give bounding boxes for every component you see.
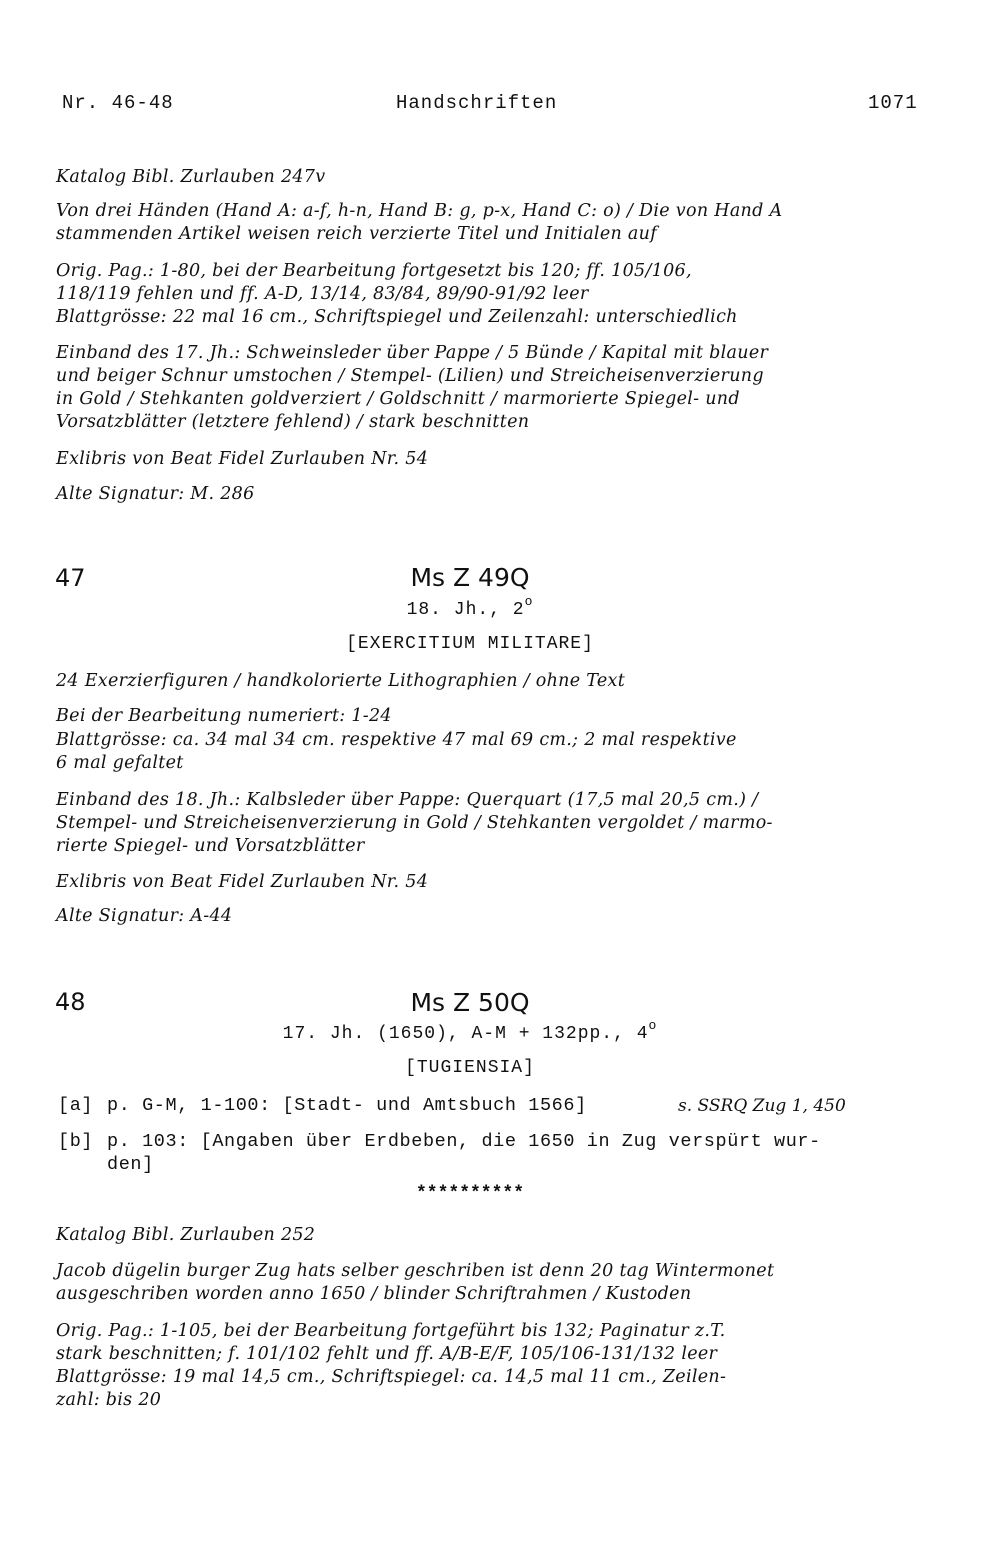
date-format (0, 1018, 940, 1044)
page-number: 1071 (868, 92, 918, 114)
exlibris-line: Exlibris von Beat Fidel Zurlauben Nr. 54 (56, 449, 429, 469)
shelfmark: Ms Z 49Q (410, 563, 530, 592)
binding-line: rierte Spiegel- und Vorsatzblätter (56, 836, 365, 856)
date-superscript: o (648, 1018, 658, 1033)
running-header-title: Handschriften (396, 92, 558, 114)
old-signature: Alte Signatur: M. 286 (56, 484, 255, 504)
entry-title: [EXERCITIUM MILITARE] (346, 634, 594, 654)
running-header-left: Nr. 46-48 (62, 92, 174, 114)
pagination-line: Blattgrösse: 22 mal 16 cm., Schriftspiegel und Zeilenzahl: unterschiedlich (56, 307, 738, 327)
binding-line: und beiger Schnur umstochen / Stempel- (Lilien) und Streicheisenverzierung (56, 366, 764, 386)
pagination-line: 118/119 fehlen und ff. A-D, 13/14, 83/84, 89/90-91/92 leer (56, 284, 589, 304)
pagination-line: zahl: bis 20 (56, 1390, 162, 1410)
numbering-line: Blattgrösse: ca. 34 mal 34 cm. respektive 47 mal 69 cm.; 2 mal respektive (56, 730, 737, 750)
item-text: den] (107, 1154, 154, 1175)
numbering-line: 6 mal gefaltet (56, 753, 184, 773)
item-text: p. 103: [Angaben über Erdbeben, die 1650 in Zug verspürt wur- (107, 1131, 821, 1152)
content-line: 24 Exerzierfiguren / handkolorierte Lithographien / ohne Text (56, 671, 626, 691)
entry-number: 47 (55, 564, 86, 592)
item-text: p. G-M, 1-100: [Stadt- und Amtsbuch 1566] (107, 1095, 587, 1116)
scribe-line: Jacob dügelin burger Zug hats selber geschriben ist denn 20 tag Wintermonet (56, 1261, 775, 1281)
shelfmark: Ms Z 50Q (410, 988, 530, 1017)
item-reference: s. SSRQ Zug 1, 450 (678, 1096, 846, 1116)
binding-line: Stempel- und Streicheisenverzierung in Gold / Stehkanten vergoldet / marmo- (56, 813, 773, 833)
entry-title: [TUGIENSIA] (405, 1058, 535, 1078)
entry-number: 48 (55, 988, 86, 1016)
date-superscript: o (524, 594, 534, 609)
binding-line: Einband des 17. Jh.: Schweinsleder über Pappe / 5 Bünde / Kapital mit blauer (56, 343, 769, 363)
date-text: 17. Jh. (1650), A-M + 132pp., 4 (282, 1024, 649, 1044)
date-format (0, 594, 940, 620)
pagination-line: Blattgrösse: 19 mal 14,5 cm., Schriftspiegel: ca. 14,5 mal 11 cm., Zeilen- (56, 1367, 727, 1387)
scribe-line: ausgeschriben worden anno 1650 / blinder Schriftrahmen / Kustoden (56, 1284, 692, 1304)
item-label: [b] (58, 1131, 94, 1152)
pagination-line: stark beschnitten; f. 101/102 fehlt und ff. A/B-E/F, 105/106-131/132 leer (56, 1344, 718, 1364)
binding-line: in Gold / Stehkanten goldverziert / Goldschnitt / marmorierte Spiegel- und (56, 389, 740, 409)
exlibris-line: Exlibris von Beat Fidel Zurlauben Nr. 54 (56, 872, 429, 892)
pagination-line: Orig. Pag.: 1-105, bei der Bearbeitung fortgeführt bis 132; Paginatur z.T. (56, 1321, 726, 1341)
pagination-line: Orig. Pag.: 1-80, bei der Bearbeitung fortgesetzt bis 120; ff. 105/106, (56, 261, 692, 281)
item-label: [a] (58, 1095, 94, 1116)
hands-line: Von drei Händen (Hand A: a-f, h-n, Hand B: g, p-x, Hand C: o) / Die von Hand A (56, 201, 783, 221)
old-signature: Alte Signatur: A-44 (56, 906, 233, 926)
binding-line: Einband des 18. Jh.: Kalbsleder über Pappe: Querquart (17,5 mal 20,5 cm.) / (56, 790, 759, 810)
binding-line: Vorsatzblätter (letztere fehlend) / stark beschnitten (56, 412, 530, 432)
hands-line: stammenden Artikel weisen reich verzierte Titel und Initialen auf (56, 224, 657, 244)
date-text: 18. Jh., 2 (406, 600, 525, 620)
catalog-reference: Katalog Bibl. Zurlauben 247v (56, 167, 326, 187)
numbering-line: Bei der Bearbeitung numeriert: 1-24 (56, 706, 392, 726)
separator: ********** (415, 1184, 525, 1204)
catalog-reference: Katalog Bibl. Zurlauben 252 (56, 1225, 316, 1245)
